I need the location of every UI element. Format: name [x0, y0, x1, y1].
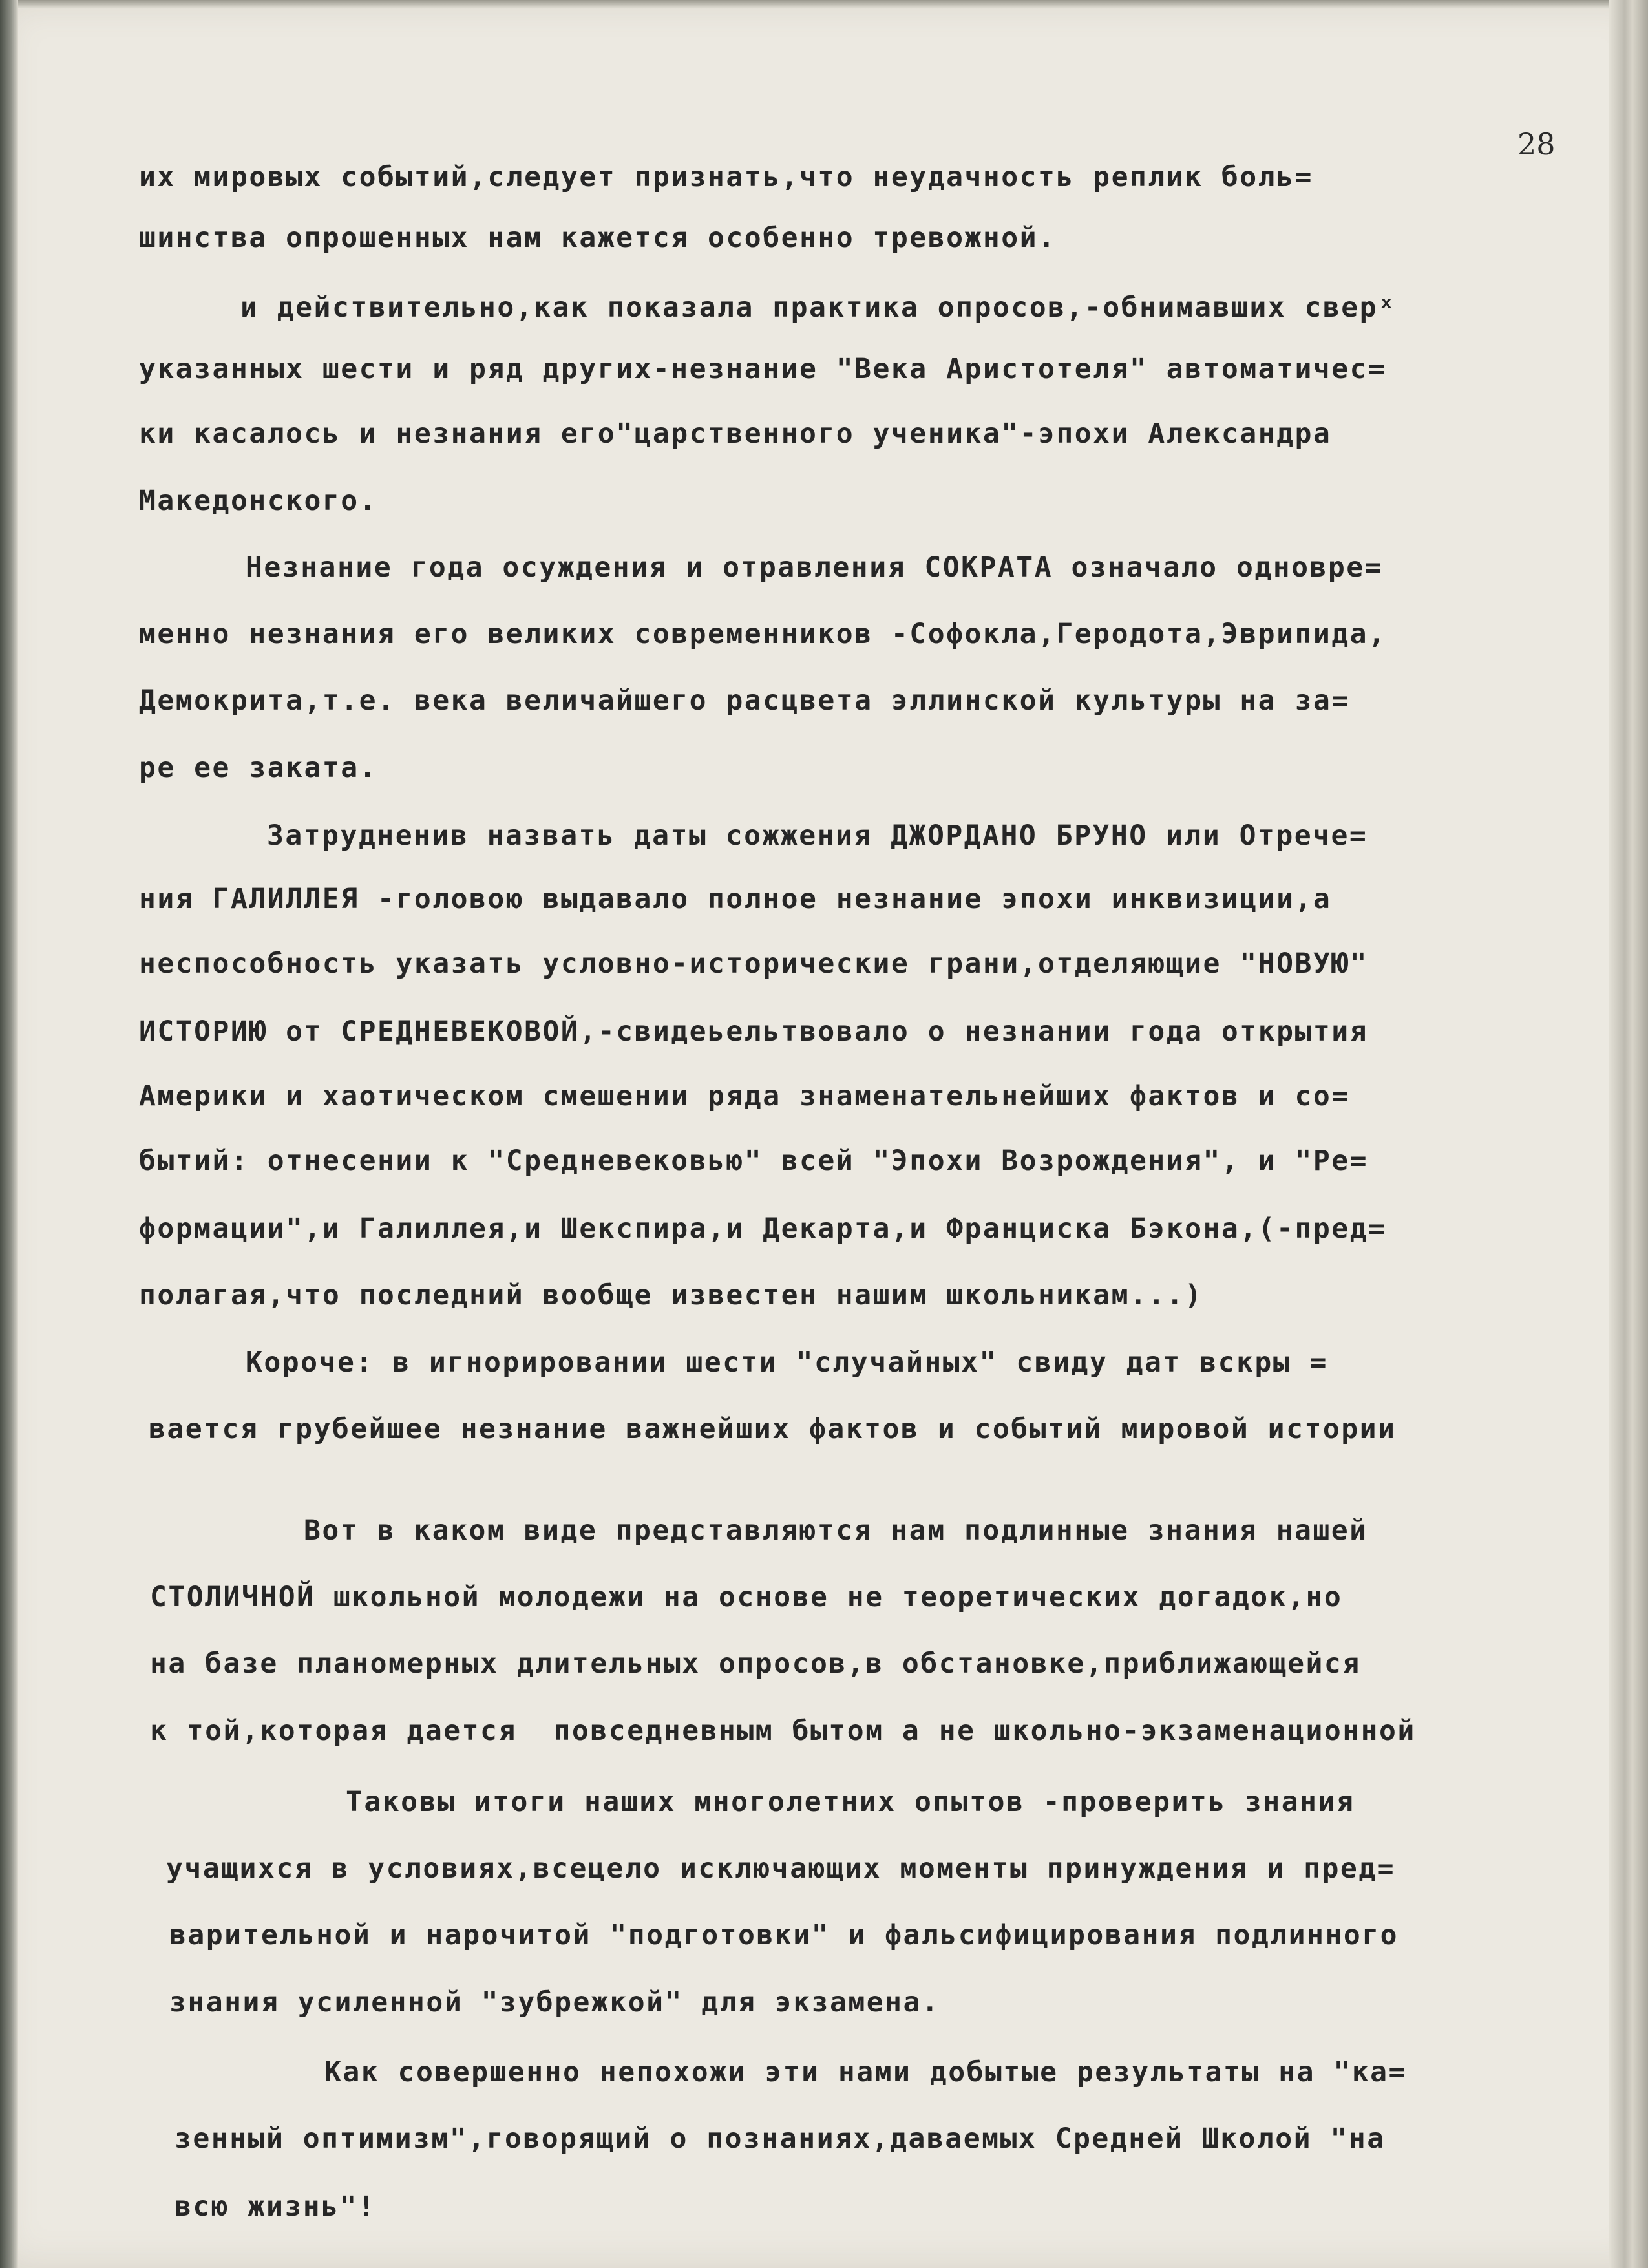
text-line: указанных шести и ряд других-незнание "Века Аристотеля" автоматичес= — [139, 353, 1387, 385]
text-line: ния ГАЛИЛЛЕЯ -головою выдавало полное незнание эпохи инквизиции,а — [139, 883, 1332, 915]
text-line: ИСТОРИЮ от СРЕДНЕВЕКОВОЙ,-свидеьельтвовало о незнании года открытия — [139, 1015, 1369, 1048]
text-line: Затрудненив назвать даты сожжения ДЖОРДАНО БРУНО или Отрече= — [267, 820, 1368, 852]
text-line: на базе планомерных длительных опросов,в обстановке,приближающейся — [150, 1648, 1361, 1680]
text-line: зенный оптимизм",говорящий о познаниях,даваемых Средней Школой "на — [174, 2123, 1386, 2155]
text-line: Америки и хаотическом смешении ряда знаменательнейших фактов и со= — [139, 1080, 1350, 1112]
text-line: Таковы итоги наших многолетних опытов -проверить знания — [346, 1786, 1355, 1818]
text-line: всю жизнь"! — [174, 2190, 377, 2223]
text-line: к той,которая дается повседневным бытом а не школьно-экзаменационной — [150, 1715, 1416, 1747]
text-line: формации",и Галиллея,и Шекспира,и Декарта,и Франциска Бэкона,(-пред= — [139, 1213, 1387, 1245]
text-line: полагая,что последний вообще известен нашим школьникам...) — [139, 1279, 1203, 1311]
text-line: СТОЛИЧНОЙ школьной молодежи на основе не теоретических догадок,но — [150, 1581, 1343, 1613]
text-line: Короче: в игнорировании шести "случайных" свиду дат вскры = — [246, 1346, 1328, 1379]
text-line: Как совершенно непохожи эти нами добытые результаты на "ка= — [324, 2056, 1407, 2088]
text-line: неспособность указать условно-исторические грани,отделяющие "НОВУЮ" — [139, 948, 1369, 980]
text-line: менно незнания его великих современников -Софокла,Геродота,Эврипида, — [139, 618, 1387, 650]
text-line: Незнание года осуждения и отравления СОКРАТА означало одновре= — [246, 551, 1384, 584]
text-line: Вот в каком виде представляются нам подлинные знания нашей — [304, 1514, 1368, 1547]
text-line: учащихся в условиях,всецело исключающих моменты принуждения и пред= — [166, 1852, 1396, 1885]
text-line: варительной и нарочитой "подготовки" и фальсифицирования подлинного — [169, 1919, 1399, 1951]
text-line: их мировых событий,следует признать,что неудачность реплик боль= — [139, 161, 1313, 193]
text-line: бытий: отнесении к "Средневековью" всей "Эпохи Возрождения", и "Ре= — [139, 1145, 1369, 1177]
text-line: и действительно,как показала практика опросов,-обнимавших сверˣ — [240, 291, 1397, 324]
text-line: знания усиленной "зубрежкой" для экзамена. — [169, 1986, 940, 2019]
text-line: Македонского. — [139, 485, 378, 517]
text-line: ре ее заката. — [139, 752, 378, 784]
page-number: 28 — [1517, 127, 1556, 162]
text-line: шинства опрошенных нам кажется особенно тревожной. — [139, 222, 1057, 254]
text-line: вается грубейшее незнание важнейших фактов и событий мировой истории — [149, 1413, 1397, 1445]
text-line: ки касалось и незнания его"царственного ученика"-эпохи Александра — [139, 418, 1332, 450]
text-line: Демокрита,т.е. века величайшего расцвета эллинской культуры на за= — [139, 684, 1350, 717]
